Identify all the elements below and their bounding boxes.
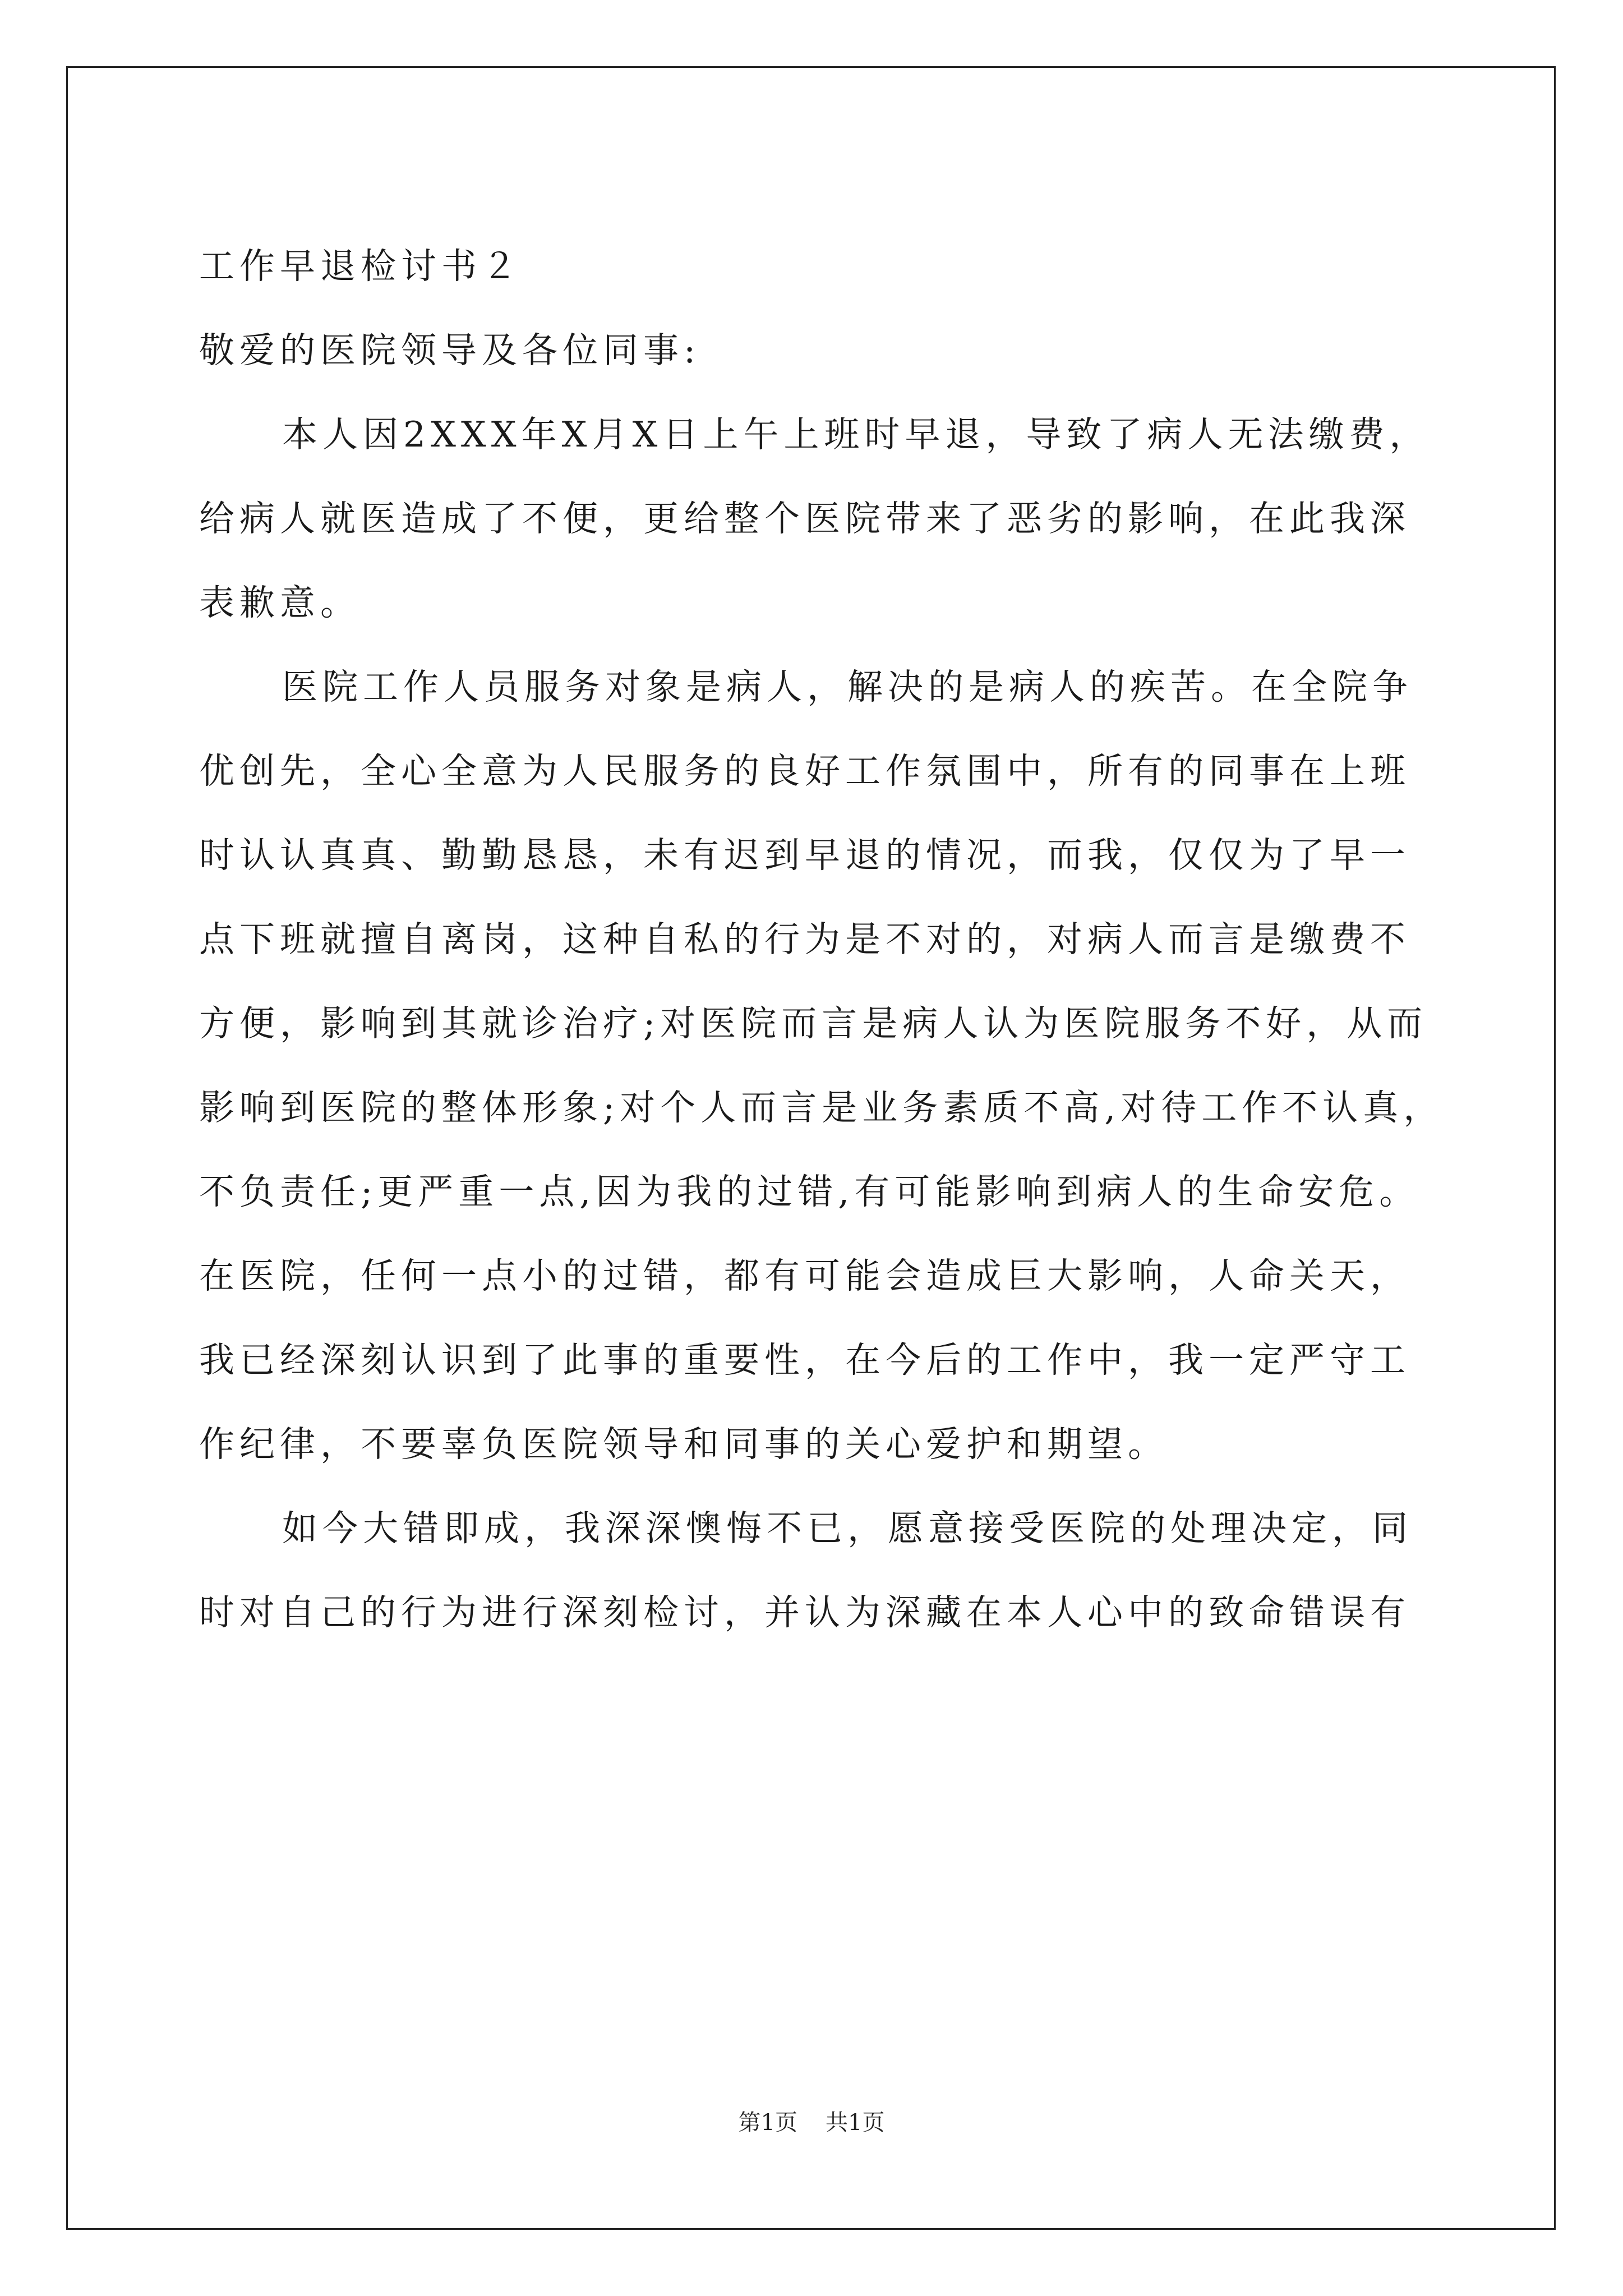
paragraph-line: 影响到医院的整体形象;对个人而言是业务素质不高,对待工作不认真， xyxy=(199,1087,1444,1128)
paragraph-line: 优创先，全心全意为人民服务的良好工作氛围中，所有的同事在上班 xyxy=(199,751,1410,792)
paragraph-line: 本人因2XXX年X月X日上午上班时早退，导致了病人无法缴费， xyxy=(282,414,1430,455)
paragraph-line: 给病人就医造成了不便，更给整个医院带来了恶劣的影响，在此我深 xyxy=(199,498,1410,539)
paragraph-line: 医院工作人员服务对象是病人，解决的是病人的疾苦。在全院争 xyxy=(282,666,1413,707)
document-title: 工作早退检讨书２ xyxy=(199,246,522,287)
paragraph-line: 时认认真真、勤勤恳恳，未有迟到早退的情况，而我，仅仅为了早一 xyxy=(199,835,1410,876)
paragraph-line: 时对自己的行为进行深刻检讨，并认为深藏在本人心中的致命错误有 xyxy=(199,1592,1410,1633)
paragraph-line: 我已经深刻认识到了此事的重要性，在今后的工作中，我一定严守工 xyxy=(199,1340,1410,1381)
paragraph-line: 不负责任;更严重一点,因为我的过错,有可能影响到病人的生命安危。 xyxy=(199,1171,1420,1212)
paragraph-3 xyxy=(199,1487,1433,1655)
paragraph-line: 表歉意。 xyxy=(199,582,361,623)
paragraph-line: 点下班就擅自离岗，这种自私的行为是不对的，对病人而言是缴费不 xyxy=(199,919,1410,960)
page-number-total: 共1页 xyxy=(826,2110,885,2136)
paragraph-line: 如今大错即成，我深深懊悔不已，愿意接受医院的处理决定，同 xyxy=(282,1508,1413,1549)
page-number-current: 第1页 xyxy=(738,2110,797,2136)
paragraph-line: 在医院，任何一点小的过错，都有可能会造成巨大影响，人命关天， xyxy=(199,1255,1410,1296)
document-body xyxy=(199,224,1444,1655)
paragraph-1 xyxy=(199,393,1433,645)
page-footer xyxy=(0,2105,1623,2137)
paragraph-line: 方便，影响到其就诊治疗;对医院而言是病人认为医院服务不好，从而 xyxy=(199,1003,1428,1044)
paragraph-2 xyxy=(199,645,1444,1487)
paragraph-line: 作纪律，不要辜负医院领导和同事的关心爱护和期望。 xyxy=(199,1424,1168,1465)
salutation: 敬爱的医院领导及各位同事: xyxy=(199,330,701,371)
